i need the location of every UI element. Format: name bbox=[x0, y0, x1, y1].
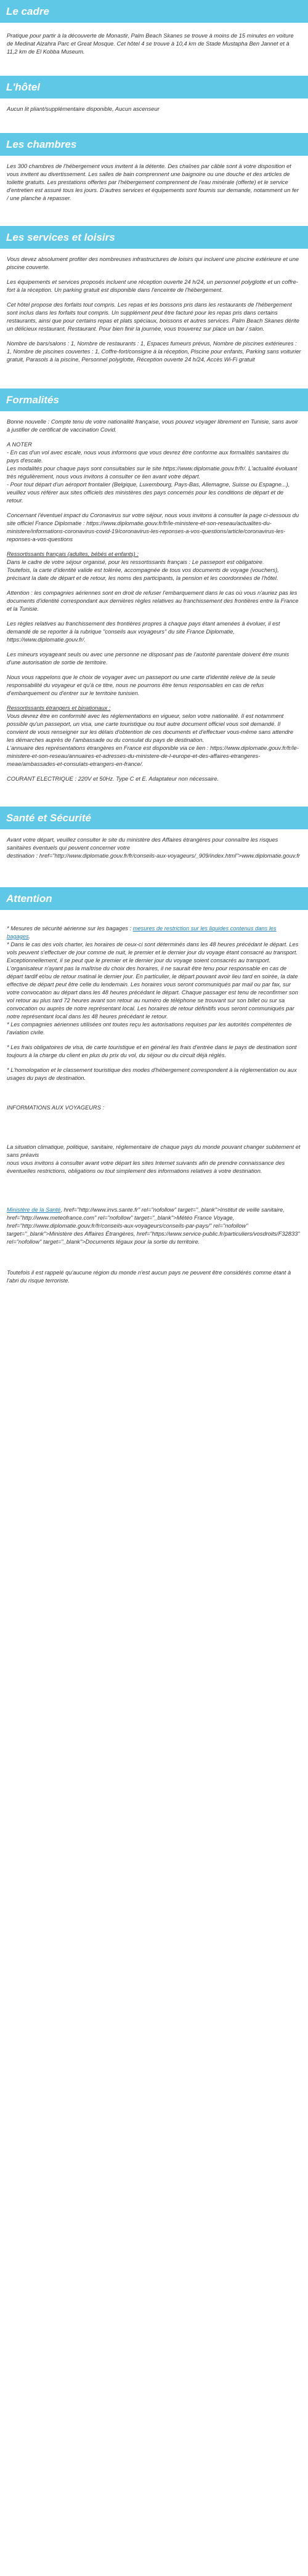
formalites-etr-body: Vous devrez être en conformité avec les réglementations en vigueur, selon votre nationalité. Il est notamment possible qu'un passeport, un visa, une carte touristique ou tout autre document officiel vous soit demandé. Il convient de vous renseigner sur les délais d'obtention de ces documents et d'effectuer vous-même sans attendre les démarches auprès de l'ambassade ou du consulat du pays de destination. L'annuaire des représentations étrangères en France est disponible via ce lien : https://www.diplomatie.gouv.fr/fr/le-ministere-et-son-reseau/annuaires-et-adresses-du-ministere-de-l-europe-et-des-affaires-etrangeres-meae/ambassades-et-consulats-etrangers-en-france/. bbox=[7, 713, 299, 767]
section-loisirs bbox=[0, 226, 308, 370]
attention-p5-rest: , href="http://www.invs.sante.fr" rel="nofollow" target="_blank">Institut de veille sanitaire, href="http://www.meteofrance.com" rel="nofollow" target="_blank">Météo France Voyage, href="http://www.diplomatie.gouv.fr/fr/conseils-aux-voyageurs/conseils-par-pays/" rel="nofollow" target="_blank">Ministère des Affaires Étrangères, href="https://www.service-public.fr/particuliers/vosdroits/F32833" rel="nofollow" target="_blank">Documents légaux pour la sortie du territoire. bbox=[7, 1207, 300, 1245]
cadre-text: Pratique pour partir à la découverte de Monastir, Palm Beach Skanes se trouve à moins de 15 minutes en voiture de Medinat Alzahra Parc et Great Mosque. Cet hôtel 4 se trouve à 10,4 km de Stade Mustapha Ben Jannet et à 11,2 km de El Kobba Museum. bbox=[7, 33, 294, 55]
formalites-p7: Les mineurs voyageant seuls ou avec une personne ne disposant pas de l'autorité parentale doivent être munis d'une autorisation de sortie de territoire. bbox=[7, 651, 290, 666]
attention-p4: La situation climatique, politique, sanitaire, réglementaire de chaque pays du monde pouvant changer subitement et sans préavis nous vous invitons à consulter avant votre départ les sites Internet suivants afin de prendre connaissance des éventuelles restrictions, obligations ou tout simplement des informations relatives à votre destination. bbox=[7, 1144, 301, 1174]
formalites-courant: COURANT ELECTRIQUE : 220V et 50Hz. Type C et E. Adaptateur non nécessaire. bbox=[7, 776, 219, 782]
section-formalites bbox=[0, 388, 308, 789]
sante-text: Avant votre départ, veuillez consulter le site du ministère des Affaires étrangères pour connaître les risques sanitaires éventuels qui peuvent concerner votre destination : href="http://www.diplomatie.gouv.fr/fr/conseils-aux-voyageurs/_909/index.html">www.diplomatie.gouv.fr bbox=[7, 837, 300, 859]
liquides-restriction-link[interactable]: mesures de restriction sur les liquides contenus dans les bagages bbox=[7, 925, 277, 940]
section-sante bbox=[0, 807, 308, 866]
section-chambres bbox=[0, 133, 308, 209]
loisirs-p3: Cet hôtel propose des forfaits tout compris. Les repas et les boissons pris dans les restaurants de l'hébergement sont inclus dans les forfaits tout compris. Un supplément peut être facturé pour les repas pris dans certains restaurants, ainsi que pour certains repas et plats spéciaux, boissons et autres services. Palm Beach Skanes dérite un délicieux restaurant, Restaurant. Pour bien finir la journée, vous trouverez sur place un bar / salon. bbox=[7, 302, 299, 332]
loisirs-p2: Les équipements et services proposés incluent une réception ouverte 24 h/24, un personnel polyglotte et un coffre-fort à la réception. Un parking gratuit est disponible dans l'enceinte de l'hébergement. bbox=[7, 279, 298, 293]
loisirs-p1: Vous devez absolument profiter des nombreuses infrastructures de loisirs qui incluent une piscine extérieure et une piscine couverte. bbox=[7, 256, 299, 270]
section-title-formalites: Formalités bbox=[0, 388, 308, 411]
section-title-cadre: Le cadre bbox=[0, 0, 308, 23]
attention-lead: * Mesures de sécurité aérienne sur les bagages : bbox=[7, 925, 133, 932]
loisirs-p4: Nombre de bars/salons : 1, Nombre de restaurants : 1, Espaces fumeurs prévus, Nombre de piscines extérieures : 1, Nombre de piscines couvertes : 1, Coffre-fort/consigne à la réception, Piscine pour enfants, Parking sans voiturier gratuit, Parasols à la piscine, Personnel polyglotte, Réception ouverte 24 h/24, Accès Wi-Fi gratuit bbox=[7, 340, 301, 363]
formalites-p8: Nous vous rappelons que le choix de voyager avec un passeport ou une carte d'identité relève de la seule responsabilité du voyageur et qu'à ce titre, nous ne pourrons être tenus responsables en cas de refus d'embarquement ou d'entrer sur le territoire tunisien. bbox=[7, 674, 275, 696]
formalites-p5: Attention : les compagnies aériennes sont en droit de refuser l'embarquement dans le cas où vous n'auriez pas les documents d'identité correspondant aux dernières règles relatives au franchissement des frontières entre la France et la Tunisie. bbox=[7, 590, 299, 612]
formalites-p1: Bonne nouvelle : Compte tenu de votre nationalité française, vous pouvez voyager librement en Tunisie, sans avoir à justifier de certificat de vaccination Covid. bbox=[7, 419, 298, 433]
formalites-note: A NOTER - En cas d'un vol avec escale, nous vous informons que vous devrez être conforme aux formalités sanitaires du pays d'escale. Les modalités pour chaque pays sont consultables sur le site https://www.diplomatie.gouv.fr/fr/. L'actualité évoluant très régulièrement, nous vous invitons à consulter ce lien avant votre départ. - Pour tout départ d'un aéroport frontalier (Belgique, Luxembourg, Pays-Bas, Allemagne, Suisse ou Espagne...), veuillez vous référer aux sites officiels des ministères des pays concernés pour les conditions de départ et de retour. bbox=[7, 441, 298, 504]
section-title-sante: Santé et Sécurité bbox=[0, 807, 308, 829]
formalites-fr-body: Dans le cadre de votre séjour organisé, pour les ressortissants français : Le passeport est obligatoire. Toutefois, la carte d'identité valide est tolérée, accompagnée de tous vos documents de voyage (vouchers), précisant la date de départ et de retour, les noms des participants, la pension et les coordonnées de l'hôtel. bbox=[7, 559, 279, 581]
formalites-etr-head: Ressortissants étrangers et binationaux : bbox=[7, 705, 111, 711]
attention-p3: * L'homologation et le classement touristique des modes d'hébergement correspondent à la réglementation ou aux usages du pays de destination. bbox=[7, 1067, 297, 1081]
attention-p6: Toutefois il est rappelé qu'aucune région du monde n'est aucun pays ne peuvent être considérés comme étant à l'abri du risque terroriste. bbox=[7, 1270, 291, 1284]
info-voyageurs-heading: INFORMATIONS AUX VOYAGEURS : bbox=[7, 1105, 105, 1111]
section-title-loisirs: Les services et loisirs bbox=[0, 226, 308, 249]
section-title-hotel: L'hôtel bbox=[0, 76, 308, 99]
hotel-text: Aucun lit pliant/supplémentaire disponible, Aucun ascenseur bbox=[7, 106, 160, 112]
attention-p2: * Les frais obligatoires de visa, de carte touristique et en général les frais d'entrée dans le pays de destination sont toujours à la charge du client en plus du prix du vol, du séjour ou du circuit déjà réglés. bbox=[7, 1044, 297, 1058]
formalites-p6: Les règles relatives au franchissement des frontières propres à chaque pays étant amenées à évoluer, il est demandé de se reporter à la rubrique "conseils aux voyageurs" du site France Diplomatie, https://www.diplomatie.gouv.fr/. bbox=[7, 621, 280, 643]
attention-p1-rest: . * Dans le cas des vols charter, les horaires de ceux-ci sont déterminés dans les 48 heures précédant le départ. Les vols peuvent s'effectuer de jour comme de nuit, le premier et le dernier jour du voyage étant consacré au transport. Exceptionnellement, il se peut que le premier et le dernier jour du voyage soient consacrés au transport. L'organisateur n'ayant pas la maîtrise du choix des horaires, il ne saurait être tenu pour responsable en cas de départ tardif et/ou de retour matinal le dernier jour. En particulier, le départ pouvant avoir lieu tard en soirée, la date effective de départ peut être celle du lendemain. Les horaires vous seront communiqués par mail ou par fax, sur votre convocation au départ dans les 48 heures précédant le départ. Chaque passager est tenu de reconfirmer son vol retour au plus tard 72 heures avant son retour au numéro de téléphone se trouvant sur son billet ou sur sa convocation ou auprès de notre représentant local. Les horaires de retour définitifs vous seront communiqués par notre représentant local dans les 48 heures précédant le retour. * Les compagnies aériennes utilisées ont toutes reçu les autorisations requises par les autorités compétentes de l'aviation civile. bbox=[7, 933, 299, 1036]
chambres-text: Les 300 chambres de l'hébergement vous invitent à la détente. Des chaînes par câble sont à votre disposition et vous invitent au divertissement. Les salles de bain comprennent une baignoire ou une douche et des articles de toilette gratuits. Les prestations offertes par l'hébergement comprennent de l'eau minérale (offerte) et le service d'entretien est assuré tous les jours. D'autres services et équipements sont fournis sur demande, notamment un fer / une planche à repasser. bbox=[7, 163, 299, 201]
formalites-fr-head: Ressortissants français (adultes, bébés et enfants) : bbox=[7, 551, 139, 557]
section-attention bbox=[0, 887, 308, 1291]
formalites-p3: Concernant l'éventuel impact du Coronavirus sur votre séjour, nous vous invitons à consulter la page ci-dessous du site officiel France Diplomatie : https://www.diplomatie.gouv.fr/fr/le-ministere-et-son-reseau/actualites-du-ministere/informations-coronavirus-covid-19/coronavirus-les-reponses-a-vos-questions/article/coronavirus-les-reponses-a-vos-questions bbox=[7, 512, 299, 542]
section-hotel bbox=[0, 76, 308, 119]
ministere-sante-link[interactable]: Ministère de la Santé bbox=[7, 1207, 61, 1213]
section-title-attention: Attention bbox=[0, 887, 308, 910]
section-title-chambres: Les chambres bbox=[0, 133, 308, 156]
section-cadre bbox=[0, 0, 308, 62]
